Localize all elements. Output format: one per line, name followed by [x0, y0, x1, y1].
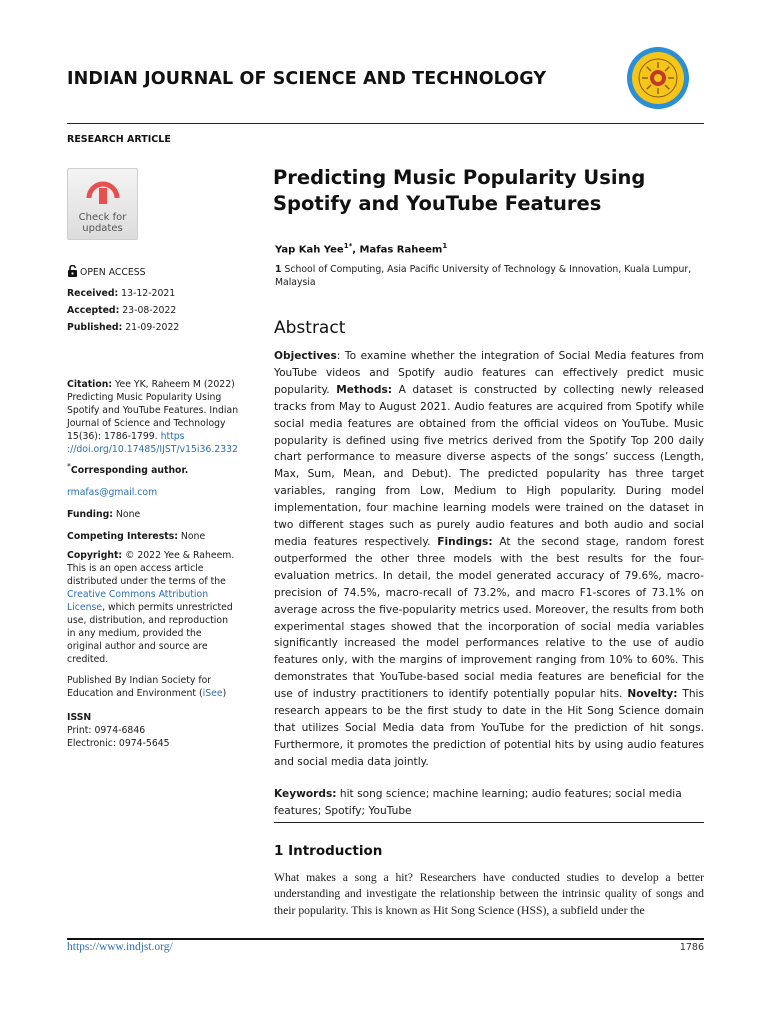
- competing-line: [67, 530, 247, 543]
- footer-journal-link[interactable]: https://www.indjst.org/: [67, 941, 173, 953]
- copyright-block: [67, 549, 235, 666]
- copyright-text-a: © 2022 Yee & Raheem. This is an open access article distributed under the terms of the: [67, 550, 235, 587]
- issn-electronic: Electronic: 0974-5645: [67, 738, 170, 749]
- published-line: [67, 321, 247, 334]
- findings-text: At the second stage, random forest outperformed the other three models with the best results for the four-evaluation metrics. In detail, the model generated accuracy of 79.6%, macro-precision of 74.5%, macro-recall of 73.2%, and macro F1-scores of 73.1% on average across the five-popularity metrics used. Moreover, the results from both experimental stages showed that the incorporation of social media variables significantly increased the model performances relative to the use of audio features only, with the margins of improvement ranging from 10% to 60%. This demonstrates that YouTube-based social media features are beneficial for the use of industry practitioners to identify potentially popular hits.: [274, 535, 704, 701]
- methods-label: Methods:: [336, 383, 392, 396]
- header-rule: [67, 123, 704, 124]
- affiliation-text: School of Computing, Asia Pacific University of Technology & Innovation, Kuala Lumpur, Malaysia: [275, 264, 692, 288]
- author-2: Mafas Raheem: [359, 244, 443, 256]
- author-1-sup: 1*: [343, 242, 353, 250]
- accepted-date: 23-08-2022: [119, 305, 177, 316]
- page-number: 1786: [679, 942, 704, 953]
- footer-rule: [67, 938, 704, 940]
- affiliation: [275, 264, 705, 289]
- email-link[interactable]: rmafas@gmail.com: [67, 487, 158, 498]
- corresponding-star: *: [67, 462, 71, 471]
- competing-value: None: [177, 531, 206, 542]
- article-title-line1: Predicting Music Popularity Using: [273, 166, 646, 189]
- issn-print: Print: 0974-6846: [67, 725, 146, 736]
- corresponding-author-line: [67, 460, 247, 477]
- findings-label: Findings:: [437, 535, 493, 548]
- accepted-line: [67, 304, 247, 317]
- copyright-label: Copyright:: [67, 550, 123, 561]
- published-by-text-a: Published By Indian Society for Education and Environment (: [67, 675, 212, 699]
- issn-label: ISSN: [67, 712, 92, 723]
- citation-label: Citation:: [67, 379, 113, 390]
- published-by-text-b: ): [222, 688, 227, 699]
- funding-label: Funding:: [67, 509, 113, 520]
- cc-license-link[interactable]: Creative Commons Attribution License: [67, 589, 209, 613]
- introduction-heading: 1 Introduction: [274, 843, 383, 859]
- competing-label: Competing Interests:: [67, 531, 178, 542]
- introduction-text: What makes a song a hit? Researchers have conducted studies to develop a better understanding and investigate the relationship between the intrinsic quality of songs and their popularity. This is known as Hit Song Science (HSS), a subfield under the: [274, 871, 704, 917]
- novelty-text: This research appears to be the first study to date in the Hit Song Science domain that utilizes Social Media data from YouTube for the prediction of hit songs. Furthermore, it promotes the prediction of potential hits by using audio features and social media data jointly.: [274, 688, 704, 768]
- journal-title: INDIAN JOURNAL OF SCIENCE AND TECHNOLOGY: [67, 69, 547, 89]
- issn-block: [67, 711, 247, 750]
- open-lock-icon: [67, 265, 78, 277]
- check-updates-icon: [83, 174, 123, 210]
- accepted-label: Accepted:: [67, 305, 120, 316]
- check-for-updates-badge[interactable]: [67, 168, 138, 240]
- citation-text: Yee YK, Raheem M (2022) Predicting Music Popularity Using Spotify and YouTube Features. Indian Journal of Science and Technology 15(36): 1786-1799.: [67, 379, 239, 442]
- article-title: [273, 165, 693, 217]
- author-list: [275, 242, 447, 255]
- isee-link[interactable]: iSee: [202, 688, 223, 699]
- check-updates-line2: updates: [82, 223, 123, 234]
- published-label: Published:: [67, 322, 123, 333]
- abstract-body: [274, 348, 704, 771]
- published-by-block: [67, 674, 232, 700]
- affiliation-number: 1: [275, 264, 282, 275]
- doi-link[interactable]: https ://doi.org/10.17485/IJST/v15i36.2332: [67, 431, 238, 455]
- open-access-label: OPEN ACCESS: [80, 267, 146, 278]
- copyright-text-b: , which permits unrestricted use, distribution, and reproduction in any medium, provided the original author and source are credited.: [67, 602, 233, 665]
- received-line: [67, 287, 247, 300]
- objectives-label: Objectives: [274, 350, 337, 362]
- keywords-label: Keywords:: [274, 788, 337, 800]
- funding-value: None: [112, 509, 141, 520]
- citation-block: [67, 378, 247, 456]
- received-label: Received:: [67, 288, 119, 299]
- journal-seal-logo: [626, 46, 690, 110]
- novelty-label: Novelty:: [627, 688, 678, 701]
- objectives-text: : To examine whether the integration of Social Media features from YouTube videos and Spotify audio features can effectively predict music popularity.: [274, 350, 704, 396]
- published-date: 21-09-2022: [122, 322, 180, 333]
- methods-text: A dataset is constructed by collecting newly released tracks from May to August 2021. Audio features are acquired from Spotify while social media features are obtained from the official videos on YouTube. Music popularity is defined using five metrics derived from the Spotify Top 200 daily chart performance to measure diverse aspects of the songs’ success (Length, Max, Sum, Mean, and Debut). The predicted popularity has three target variables, ranging from Low, Medium to High popularity. During model implementation, four machine learning models were trained on the dataset in two different stages such as purely audio features and both audio and social media features respectively.: [274, 383, 704, 548]
- corresponding-label: Corresponding author.: [70, 465, 189, 477]
- article-title-line2: Spotify and YouTube Features: [273, 192, 602, 215]
- author-2-sup: 1: [442, 242, 448, 250]
- check-updates-line1: Check for: [78, 212, 127, 223]
- keywords-text: hit song science; machine learning; audio features; social media features; Spotify; YouTube: [274, 788, 682, 817]
- funding-line: [67, 508, 247, 521]
- received-date: 13-12-2021: [118, 288, 176, 299]
- author-sep: ,: [352, 244, 360, 256]
- keywords-rule: [274, 822, 704, 823]
- author-1: Yap Kah Yee: [275, 244, 344, 256]
- keywords: [274, 786, 704, 820]
- open-access-line: [67, 265, 247, 279]
- abstract-heading: Abstract: [274, 318, 346, 338]
- article-type: RESEARCH ARTICLE: [67, 134, 171, 145]
